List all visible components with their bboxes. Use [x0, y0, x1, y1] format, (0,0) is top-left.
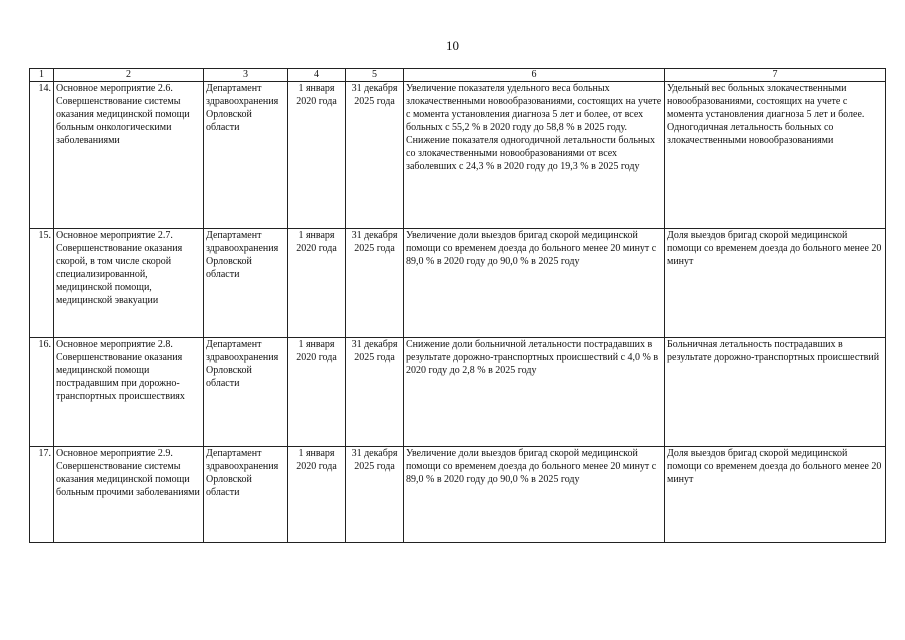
row-number: 17. — [30, 447, 54, 543]
result-paragraph: Увеличение показателя удельного веса больных злокачественными новообразованиями, состоящих на учете с момента установления диагноза 5 лет и более, от всех больных с 55,2 % в 2020 году до 58,8 % в 2025 году. — [406, 83, 662, 133]
executor-cell: Департамент здравоохранения Орловской области — [204, 338, 288, 447]
row-number: 14. — [30, 82, 54, 229]
indicator-paragraph: Доля выездов бригад скорой медицинской помощи со временем доезда до больного менее 20 минут — [667, 230, 882, 267]
column-header: 6 — [404, 69, 665, 82]
start-date-cell: 1 января 2020 года — [288, 338, 346, 447]
event-cell: Основное мероприятие 2.7. Совершенствование оказания скорой, в том числе скорой специализированной, медицинской помощи, медицинской эвакуации — [54, 229, 204, 338]
start-date-cell: 1 января 2020 года — [288, 82, 346, 229]
executor-cell: Департамент здравоохранения Орловской области — [204, 82, 288, 229]
column-header: 4 — [288, 69, 346, 82]
executor-cell: Департамент здравоохранения Орловской области — [204, 447, 288, 543]
indicator-paragraph: Удельный вес больных злокачественными новообразованиями, состоящих на учете с момента установления диагноза 5 лет и более. — [667, 83, 865, 120]
end-date-cell: 31 декабря 2025 года — [346, 82, 404, 229]
start-date-cell: 1 января 2020 года — [288, 229, 346, 338]
page-number: 10 — [446, 38, 459, 53]
row-number: 15. — [30, 229, 54, 338]
column-header: 3 — [204, 69, 288, 82]
table-row — [30, 447, 886, 543]
executor-cell: Департамент здравоохранения Орловской области — [204, 229, 288, 338]
result-paragraph: Увеличение доли выездов бригад скорой медицинской помощи со временем доезда до больного менее 20 минут с 89,0 % в 2020 году до 90,0 % в 2025 году — [406, 230, 657, 267]
start-date-cell: 1 января 2020 года — [288, 447, 346, 543]
indicator-cell — [665, 229, 886, 338]
result-cell — [404, 338, 665, 447]
row-number: 16. — [30, 338, 54, 447]
end-date-cell: 31 декабря 2025 года — [346, 447, 404, 543]
result-paragraph: Увеличение доли выездов бригад скорой медицинской помощи со временем доезда до больного менее 20 минут с 89,0 % в 2020 году до 90,0 % в 2025 году — [406, 448, 657, 485]
indicator-paragraph: Больничная летальность пострадавших в результате дорожно-транспортных происшествий — [667, 339, 880, 363]
activities-table — [29, 68, 886, 543]
event-cell: Основное мероприятие 2.9. Совершенствование системы оказания медицинской помощи больным прочими заболеваниями — [54, 447, 204, 543]
indicator-cell — [665, 82, 886, 229]
indicator-cell — [665, 338, 886, 447]
indicator-paragraph: Одногодичная летальность больных со злокачественными новообразованиями — [667, 122, 834, 146]
result-paragraph: Снижение доли больничной летальности пострадавших в результате дорожно-транспортных происшествий с 4,0 % в 2020 году до 2,8 % в 2025 году — [406, 339, 659, 376]
event-cell: Основное мероприятие 2.8. Совершенствование оказания медицинской помощи пострадавшим при дорожно-транспортных происшествиях — [54, 338, 204, 447]
event-cell: Основное мероприятие 2.6. Совершенствование системы оказания медицинской помощи больным онкологическими заболеваниями — [54, 82, 204, 229]
result-cell — [404, 82, 665, 229]
column-header: 7 — [665, 69, 886, 82]
end-date-cell: 31 декабря 2025 года — [346, 229, 404, 338]
column-header: 5 — [346, 69, 404, 82]
table-header-row — [30, 69, 886, 82]
end-date-cell: 31 декабря 2025 года — [346, 338, 404, 447]
table-row — [30, 229, 886, 338]
result-cell — [404, 229, 665, 338]
table-row — [30, 82, 886, 229]
result-paragraph: Снижение показателя одногодичной летальности больных со злокачественными новообразованиями от всех заболевших с 24,3 % в 2020 году до 19,3 % в 2025 году — [406, 135, 655, 172]
table-row — [30, 338, 886, 447]
result-cell — [404, 447, 665, 543]
column-header: 1 — [30, 69, 54, 82]
column-header: 2 — [54, 69, 204, 82]
indicator-cell — [665, 447, 886, 543]
indicator-paragraph: Доля выездов бригад скорой медицинской помощи со временем доезда до больного менее 20 минут — [667, 448, 882, 485]
